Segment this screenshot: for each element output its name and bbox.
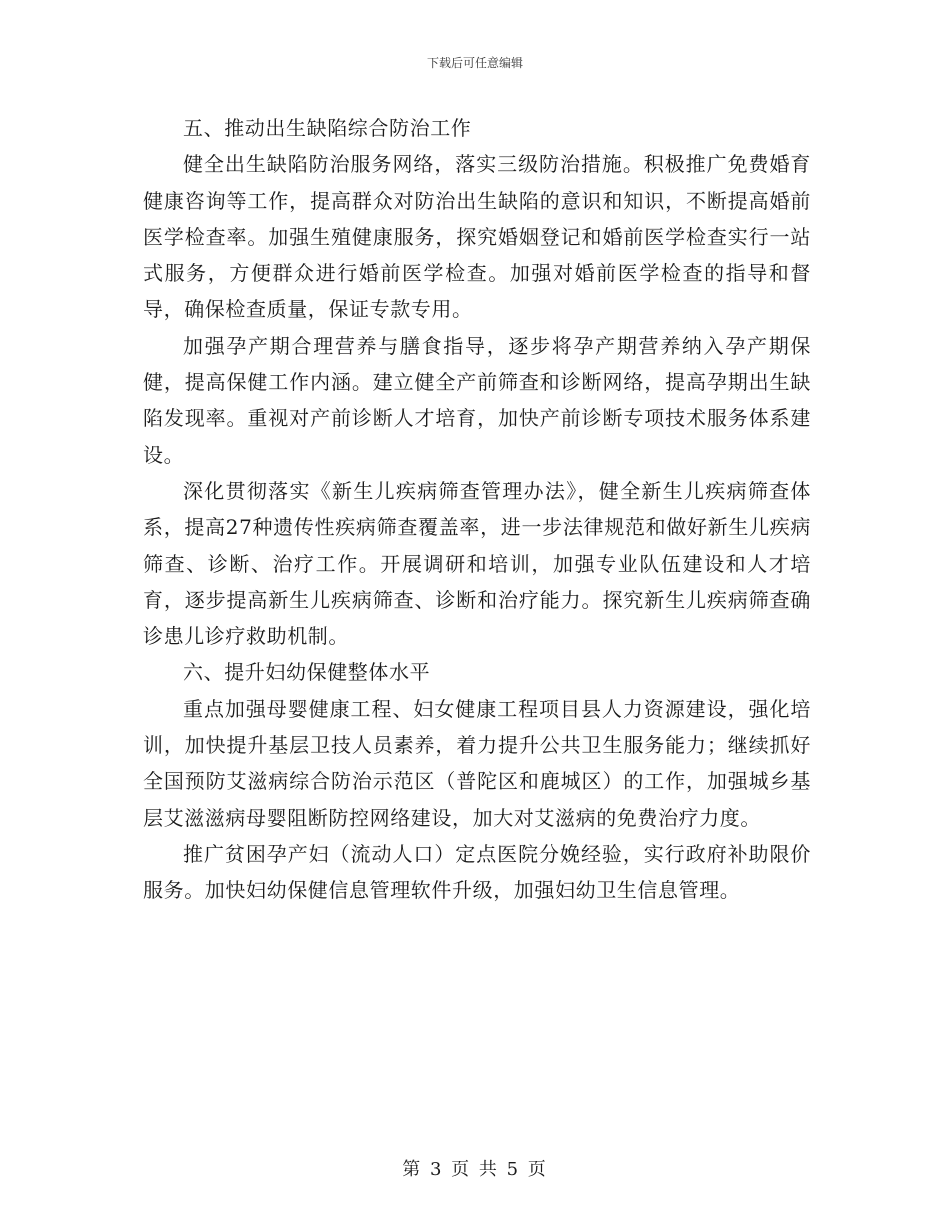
section-heading-5: 五、推动出生缺陷综合防治工作 — [183, 116, 472, 140]
body-paragraph: 深化贯彻落实《新生儿疾病筛查管理办法》，健全新生儿疾病筛查体系，提高27种遗传性疾病筛查覆盖率，进一步法律规范和做好新生儿疾病筛查、诊断、治疗工作。开展调研和培训，加强专业队伍建设和人才培育，逐步提高新生儿疾病筛查、诊断和治疗能力。探究新生儿疾病筛查确诊患儿诊疗救助机制。 — [143, 478, 811, 649]
body-paragraph: 推广贫困孕产妇（流动人口）定点医院分娩经验，实行政府补助限价服务。加快妇幼保健信息管理软件升级，加强妇幼卫生信息管理。 — [143, 841, 811, 903]
document-body — [143, 110, 811, 909]
page-number-footer: 第 3 页 共 5 页 — [402, 1159, 548, 1180]
page-header-note: 下载后可任意编辑 — [426, 56, 523, 70]
body-paragraph: 健全出生缺陷防治服务网络，落实三级防治措施。积极推广免费婚育健康咨询等工作，提高群众对防治出生缺陷的意识和知识，不断提高婚前医学检查率。加强生殖健康服务，探究婚姻登记和婚前医学检查实行一站式服务，方便群众进行婚前医学检查。加强对婚前医学检查的指导和督导，确保检查质量，保证专款专用。 — [143, 152, 811, 322]
body-paragraph: 重点加强母婴健康工程、妇女健康工程项目县人力资源建设，强化培训，加快提升基层卫技人员素养，着力提升公共卫生服务能力；继续抓好全国预防艾滋病综合防治示范区（普陀区和鹿城区）的工作，加强城乡基层艾滋滋病母婴阻断防控网络建设，加大对艾滋病的免费治疗力度。 — [143, 696, 811, 830]
body-paragraph: 加强孕产期合理营养与膳食指导，逐步将孕产期营养纳入孕产期保健，提高保健工作内涵。建立健全产前筛查和诊断网络，提高孕期出生缺陷发现率。重视对产前诊断人才培育，加快产前诊断专项技术服务体系建设。 — [143, 333, 811, 467]
section-heading-6: 六、提升妇幼保健整体水平 — [183, 660, 431, 685]
